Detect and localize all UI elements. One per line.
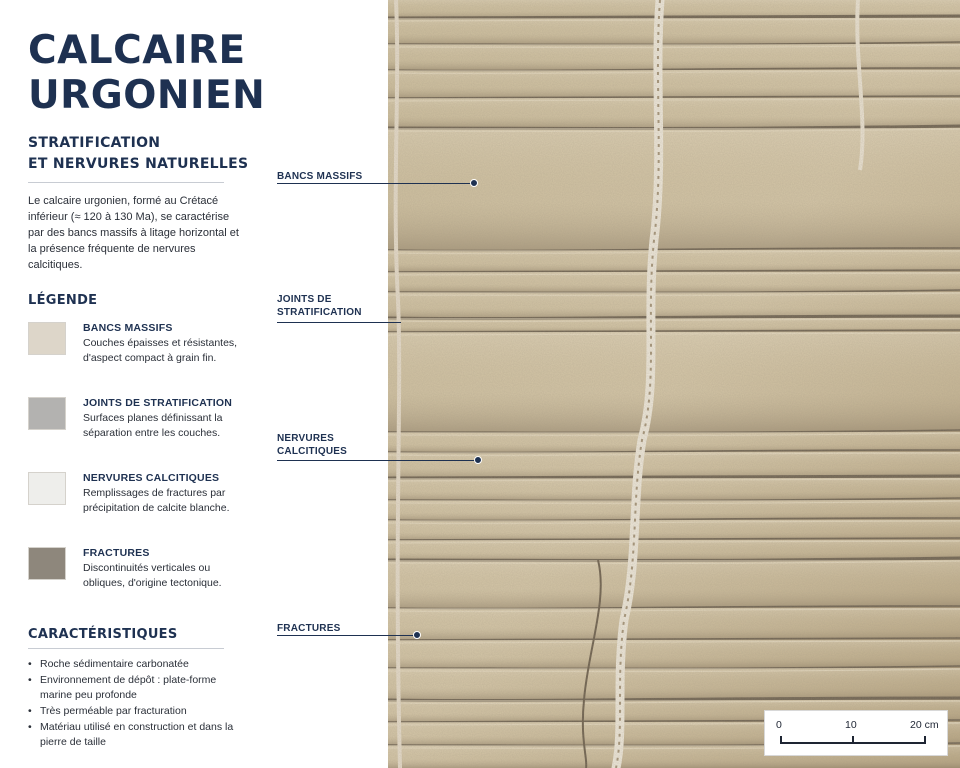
divider bbox=[28, 182, 224, 183]
page-subtitle bbox=[28, 133, 288, 175]
scale-tick bbox=[780, 736, 782, 744]
info-panel bbox=[0, 0, 388, 768]
callout-marker bbox=[470, 179, 478, 187]
callout-text: NERVURES bbox=[277, 433, 334, 444]
list-item: • Environnement de dépôt : plate-forme marine peu profonde bbox=[28, 673, 248, 703]
callout-line bbox=[277, 183, 475, 184]
legend-item-title: BANCS MASSIFS bbox=[83, 322, 173, 334]
callout-line bbox=[277, 322, 401, 323]
title-line-1: CALCAIRE bbox=[28, 28, 246, 73]
scale-label-0: 0 bbox=[776, 719, 782, 731]
legend-swatch bbox=[28, 397, 66, 430]
intro-text: Le calcaire urgonien, formé au Crétacé inférieur (≈ 120 à 130 Ma), se caractérise par des bancs massifs à litage horizontal et la présence fréquente de nervures calcitiques. bbox=[28, 195, 239, 271]
subtitle-line-1: STRATIFICATION bbox=[28, 135, 161, 151]
callout-text: CALCITIQUES bbox=[277, 446, 347, 457]
legend-heading: LÉGENDE bbox=[28, 293, 98, 308]
divider bbox=[28, 648, 224, 649]
legend-item-fractures bbox=[28, 547, 258, 611]
callout-line bbox=[277, 460, 475, 461]
legend-item-desc: Remplissages de fractures par précipitation de calcite blanche. bbox=[83, 487, 230, 514]
legend-item-joints bbox=[28, 397, 258, 461]
callout-label-bancs bbox=[277, 170, 362, 183]
scale-label-10: 10 bbox=[845, 719, 857, 731]
legend-swatch bbox=[28, 547, 66, 580]
subtitle-line-2: ET NERVURES NATURELLES bbox=[28, 156, 249, 172]
scale-bar-box bbox=[764, 710, 948, 756]
title-line-2: URGONIEN bbox=[28, 73, 266, 118]
legend-item-desc: Couches épaisses et résistantes, d'aspect compact à grain fin. bbox=[83, 337, 238, 364]
legend-item-bancs-massifs bbox=[28, 322, 258, 386]
legend-item-title: JOINTS DE STRATIFICATION bbox=[83, 397, 233, 409]
list-item: • Roche sédimentaire carbonatée bbox=[28, 657, 248, 672]
callout-marker bbox=[474, 456, 482, 464]
list-item: • Matériau utilisé en construction et dans la pierre de taille bbox=[28, 720, 248, 750]
callout-label-nervures bbox=[277, 432, 347, 458]
callout-text: STRATIFICATION bbox=[277, 307, 362, 318]
callout-text: FRACTURES bbox=[277, 623, 341, 634]
legend-item-desc: Surfaces planes définissant la séparation entre les couches. bbox=[83, 412, 223, 439]
callout-text: BANCS MASSIFS bbox=[277, 171, 363, 182]
legend-item-desc: Discontinuités verticales ou obliques, d'origine tectonique. bbox=[83, 562, 222, 589]
legend-swatch bbox=[28, 322, 66, 355]
list-item: • Très perméable par fracturation bbox=[28, 704, 248, 719]
callout-text: JOINTS DE bbox=[277, 294, 332, 305]
callout-label-joints bbox=[277, 293, 362, 319]
legend-swatch bbox=[28, 472, 66, 505]
rock-photo bbox=[388, 0, 960, 768]
characteristics-heading: CARACTÉRISTIQUES bbox=[28, 627, 178, 642]
legend-item-title: FRACTURES bbox=[83, 547, 150, 559]
page-title bbox=[28, 28, 328, 118]
scale-tick bbox=[852, 736, 854, 744]
rock-illustration bbox=[388, 0, 960, 768]
legend-item-nervures bbox=[28, 472, 258, 536]
callout-marker bbox=[413, 631, 421, 639]
scale-label-20: 20 cm bbox=[910, 719, 939, 731]
callout-label-fractures bbox=[277, 622, 340, 635]
scale-tick bbox=[924, 736, 926, 744]
characteristics-list bbox=[28, 657, 248, 751]
rock-grain bbox=[388, 0, 960, 768]
callout-line bbox=[277, 635, 417, 636]
legend-item-title: NERVURES CALCITIQUES bbox=[83, 472, 220, 484]
